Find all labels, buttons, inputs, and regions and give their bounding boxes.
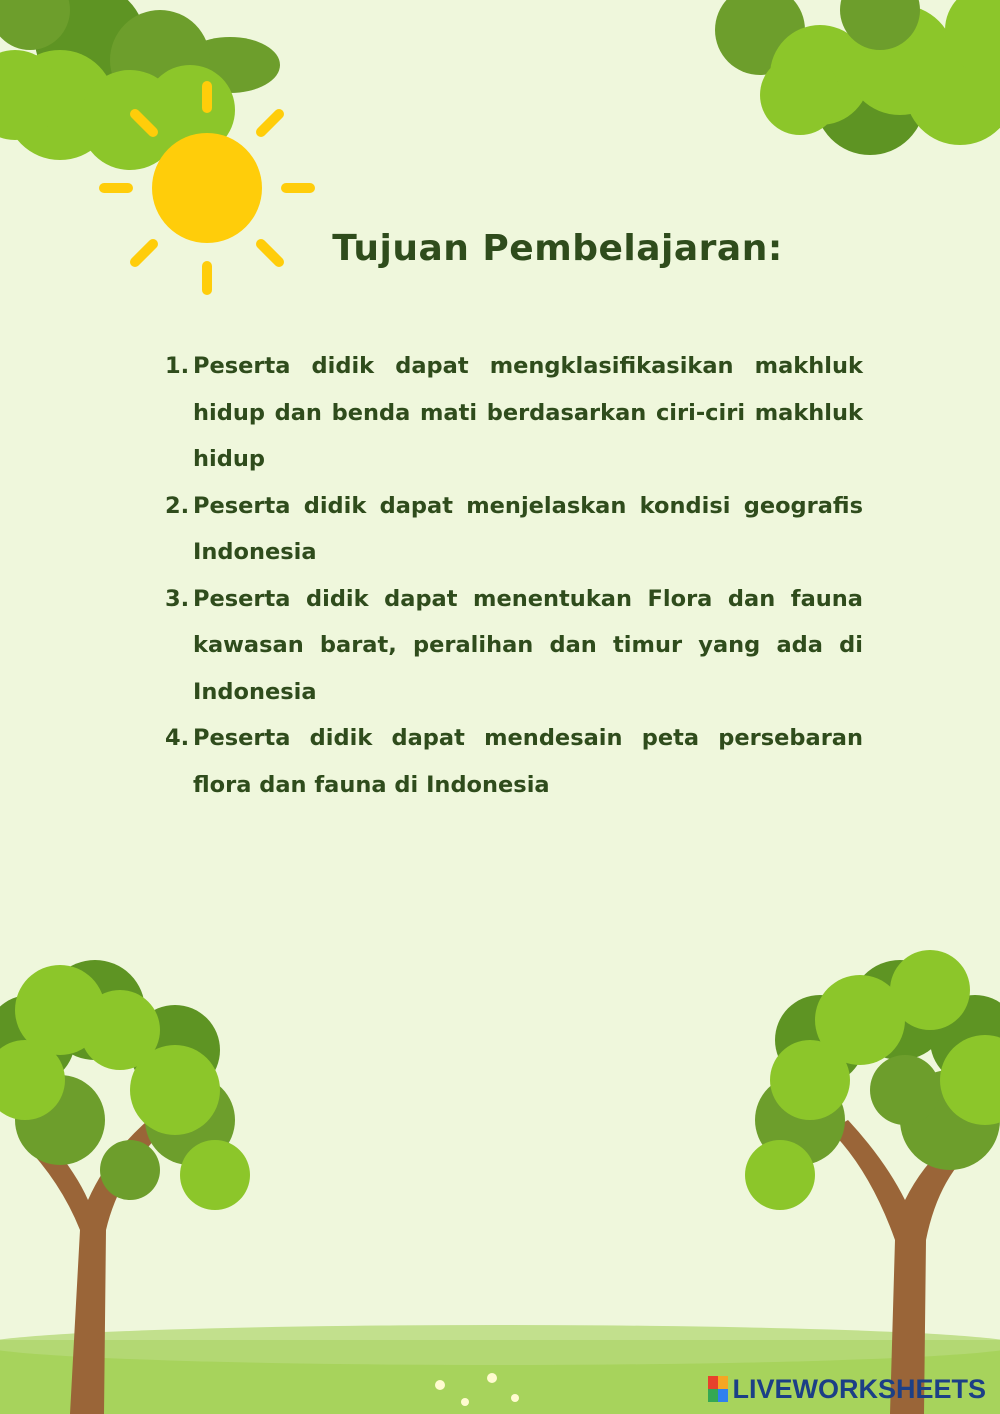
list-item-number: 1. (165, 353, 190, 379)
list-item-number: 3. (165, 585, 190, 612)
list-item-text: Peserta didik dapat mendesain peta persebaran flora dan fauna di Indonesia (193, 725, 863, 798)
list-item-text: Peserta didik dapat menentukan Flora dan fauna kawasan barat, peralihan dan timur yang ada di Indonesia (193, 585, 863, 705)
list-item (165, 343, 863, 483)
list-item (165, 576, 863, 716)
liveworksheets-brand[interactable] (708, 1372, 986, 1406)
list-item (165, 715, 863, 808)
learning-goals-list (165, 343, 863, 808)
list-item-text: Peserta didik dapat mengklasifikasikan makhluk hidup dan benda mati berdasarkan ciri-ciri makhluk hidup (193, 353, 863, 472)
page-title: Tujuan Pembelajaran: (332, 228, 783, 269)
list-item-number: 4. (165, 725, 190, 751)
liveworksheets-logo-icon (708, 1376, 728, 1402)
top-right-foliage (715, 0, 1000, 155)
brand-text: LIVEWORKSHEETS (732, 1373, 986, 1404)
list-item (165, 483, 863, 576)
list-item-number: 2. (165, 492, 190, 519)
list-item-text: Peserta didik dapat menjelaskan kondisi geografis Indonesia (193, 492, 863, 565)
